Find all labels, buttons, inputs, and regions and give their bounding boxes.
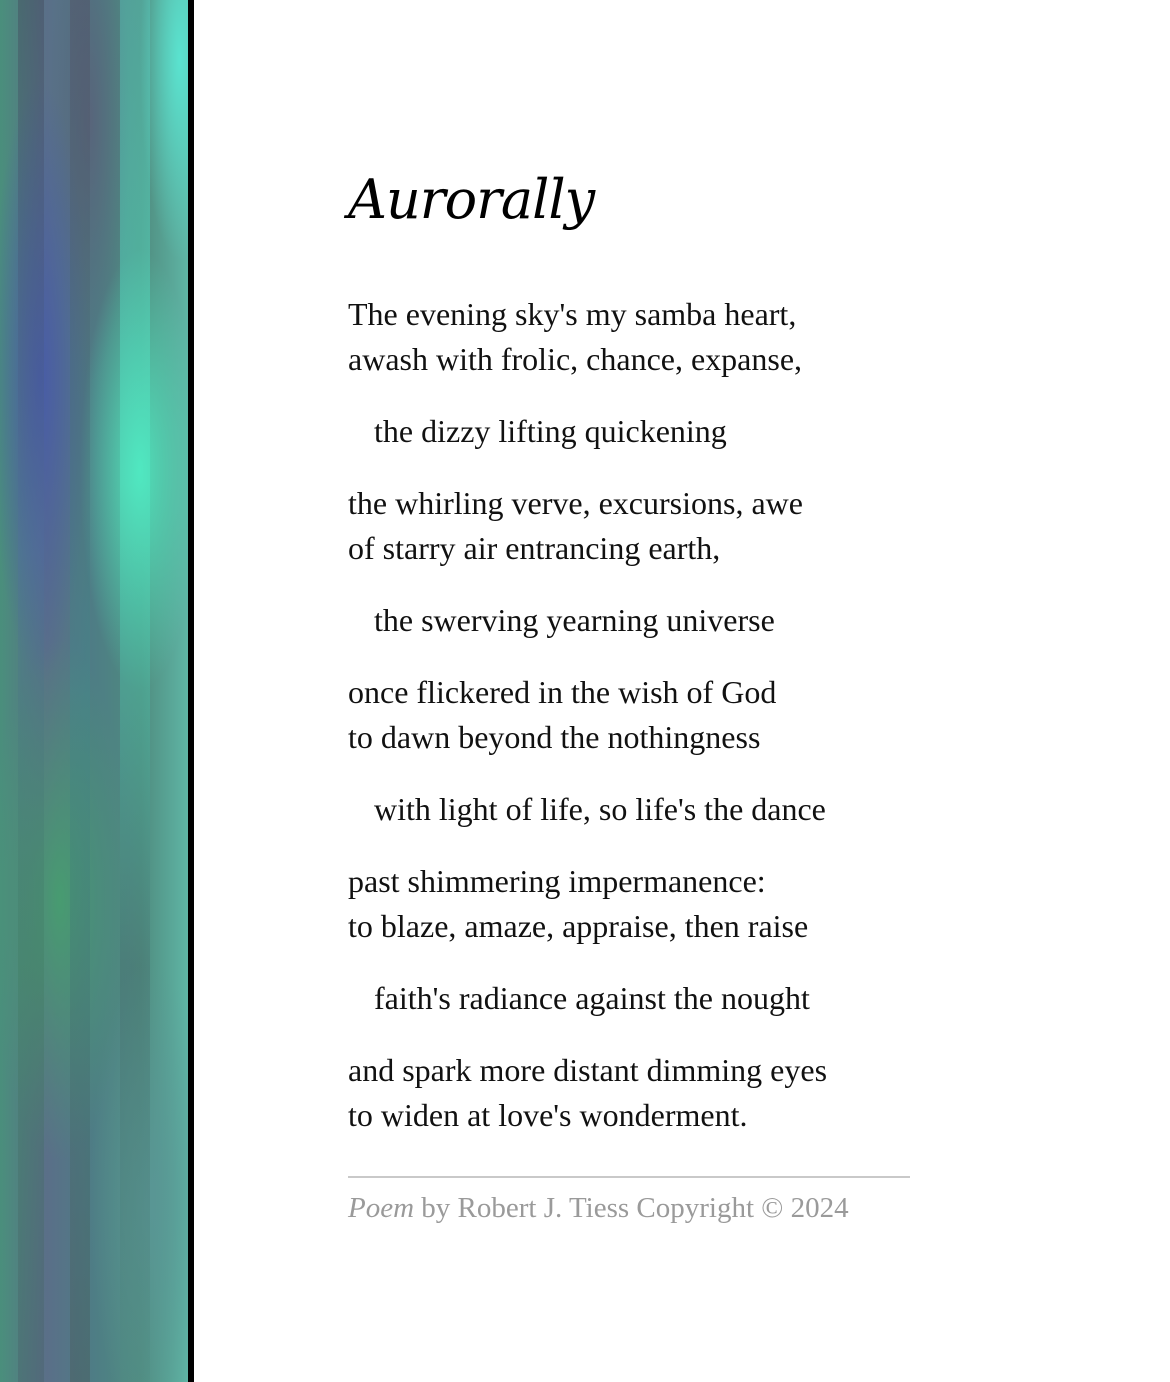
copyright-credit: [348, 1188, 948, 1228]
vertical-divider: [188, 0, 194, 1382]
aurora-band: [70, 0, 90, 1382]
poem-body: [348, 292, 948, 1138]
poem-line: to blaze, amaze, appraise, then raise: [348, 908, 809, 944]
poem-line: with light of life, so life's the dance: [374, 791, 826, 827]
poem-line: the dizzy lifting quickening: [374, 413, 727, 449]
poem-line: awash with frolic, chance, expanse,: [348, 341, 803, 377]
stanza-indented: [348, 598, 948, 643]
poem-line: the whirling verve, excursions, awe: [348, 485, 803, 521]
aurora-side-image: [0, 0, 188, 1382]
poem-title: Aurorally: [348, 168, 595, 231]
aurora-band: [120, 0, 150, 1382]
stanza-indented: [348, 976, 948, 1021]
stanza: [348, 1048, 948, 1138]
footer-divider: [348, 1176, 910, 1178]
poem-content: [348, 160, 948, 1228]
stanza: [348, 292, 948, 382]
poem-line: The evening sky's my samba heart,: [348, 296, 797, 332]
stanza: [348, 481, 948, 571]
poem-line: once flickered in the wish of God: [348, 674, 777, 710]
poem-line: to dawn beyond the nothingness: [348, 719, 761, 755]
aurora-band: [18, 0, 44, 1382]
credit-label: Poem: [348, 1192, 415, 1224]
poem-line: to widen at love's wonderment.: [348, 1097, 748, 1133]
poem-line: and spark more distant dimming eyes: [348, 1052, 828, 1088]
poem-line: of starry air entrancing earth,: [348, 530, 721, 566]
stanza-indented: [348, 787, 948, 832]
stanza-indented: [348, 409, 948, 454]
credit-text: by Robert J. Tiess Copyright © 2024: [414, 1192, 849, 1224]
poem-line: faith's radiance against the nought: [374, 980, 810, 1016]
stanza: [348, 670, 948, 760]
poem-line: past shimmering impermanence:: [348, 863, 766, 899]
poem-line: the swerving yearning universe: [374, 602, 775, 638]
stanza: [348, 859, 948, 949]
